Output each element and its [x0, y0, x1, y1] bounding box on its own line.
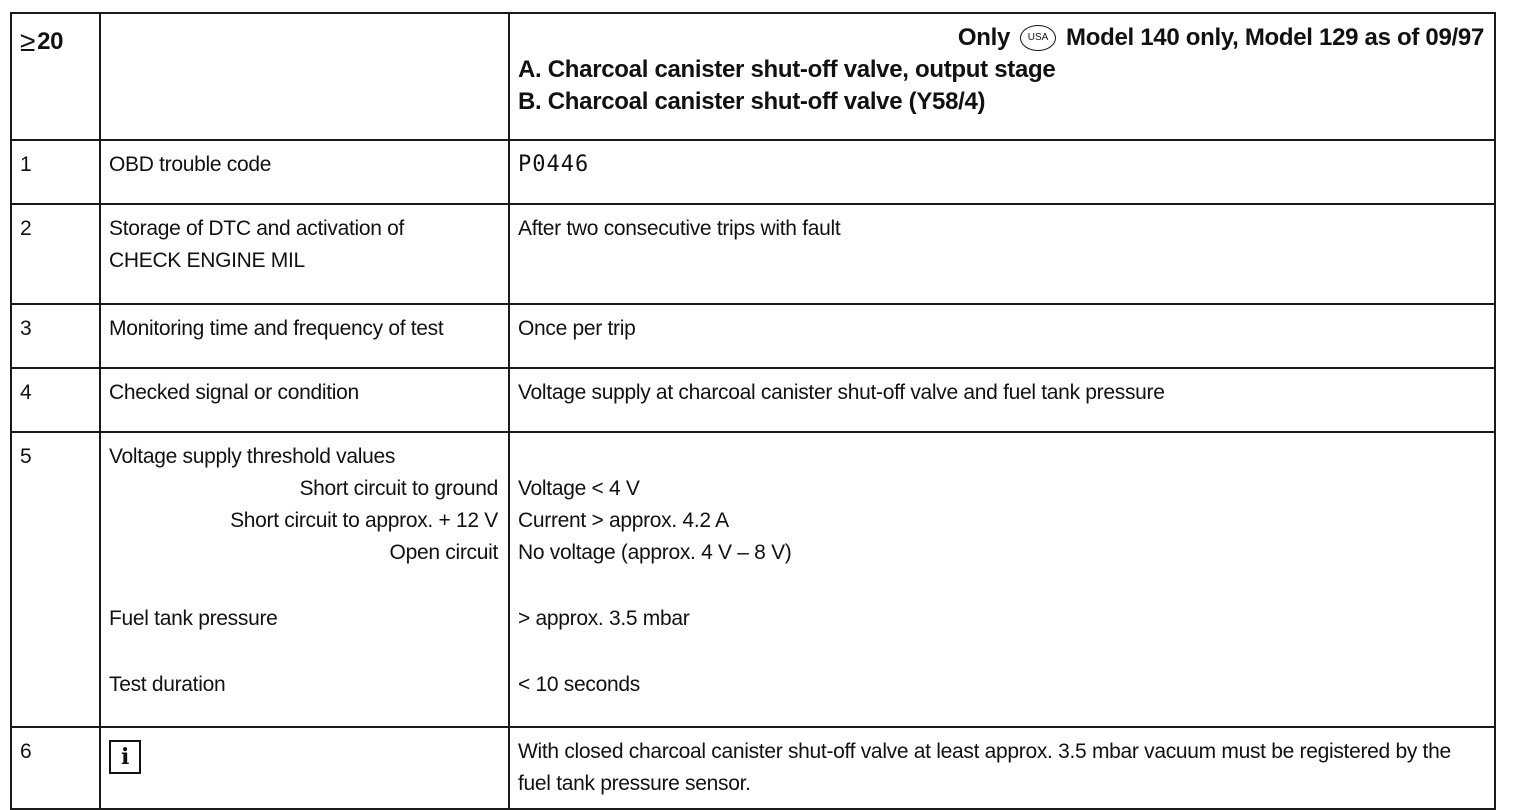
threshold-value: Voltage < 4 V — [518, 477, 640, 500]
row-label — [100, 727, 509, 809]
step-number: 20 — [37, 28, 64, 55]
obd-code: P0446 — [518, 152, 590, 177]
row-value — [509, 432, 1495, 727]
title-line-b: B. Charcoal canister shut-off valve (Y58/4) — [518, 88, 986, 115]
row-value — [509, 727, 1495, 809]
threshold-label: Open circuit — [389, 541, 498, 564]
row-label: Monitoring time and frequency of test — [100, 304, 509, 368]
header-title-cell — [509, 13, 1495, 140]
usa-badge-icon: USA — [1020, 25, 1056, 51]
row-number: 2 — [11, 204, 100, 304]
only-label: Only — [957, 24, 1011, 51]
row-number: 3 — [11, 304, 100, 368]
table-row — [11, 368, 1495, 432]
fuel-pressure-label: Fuel tank pressure — [109, 607, 278, 630]
row-number: 5 — [11, 432, 100, 727]
row-number: 4 — [11, 368, 100, 432]
row-value: Voltage supply at charcoal canister shut-off valve and fuel tank pressure — [509, 368, 1495, 432]
row-value: Once per trip — [509, 304, 1495, 368]
row-label: Checked signal or condition — [100, 368, 509, 432]
test-duration-label: Test duration — [109, 673, 226, 696]
note-line: With closed charcoal canister shut-off valve at least approx. 3.5 mbar vacuum must be registered by the — [518, 740, 1451, 763]
threshold-heading: Voltage supply threshold values — [109, 445, 396, 468]
table-row — [11, 432, 1495, 727]
threshold-label: Short circuit to ground — [299, 477, 498, 500]
table-row — [11, 304, 1495, 368]
table-row — [11, 140, 1495, 204]
threshold-label: Short circuit to approx. + 12 V — [230, 509, 498, 532]
threshold-value: Current > approx. 4.2 A — [518, 509, 729, 532]
row-value — [509, 140, 1495, 204]
test-duration-value: < 10 seconds — [518, 673, 640, 696]
threshold-value: No voltage (approx. 4 V – 8 V) — [518, 541, 792, 564]
row-number: 6 — [11, 727, 100, 809]
step-cell — [11, 13, 100, 140]
row-number: 1 — [11, 140, 100, 204]
row-label: OBD trouble code — [100, 140, 509, 204]
note-line: fuel tank pressure sensor. — [518, 772, 751, 795]
title-line-a: A. Charcoal canister shut-off valve, output stage — [518, 56, 1056, 83]
row-value: After two consecutive trips with fault — [509, 204, 1495, 304]
fuel-pressure-value: > approx. 3.5 mbar — [518, 607, 690, 630]
dtc-table — [10, 12, 1496, 810]
header-row — [11, 13, 1495, 140]
header-empty-cell — [100, 13, 509, 140]
row-label — [100, 204, 509, 304]
info-icon: i — [109, 740, 141, 774]
applicability-line — [518, 22, 1484, 54]
row-label — [100, 432, 509, 727]
table-row — [11, 727, 1495, 809]
row-label-line: Storage of DTC and activation of — [109, 217, 405, 240]
greater-equal-icon: ≥ — [20, 26, 36, 57]
table-row — [11, 204, 1495, 304]
row-label-line: CHECK ENGINE MIL — [109, 249, 305, 272]
models-text: Model 140 only, Model 129 as of 09/97 — [1066, 24, 1484, 51]
